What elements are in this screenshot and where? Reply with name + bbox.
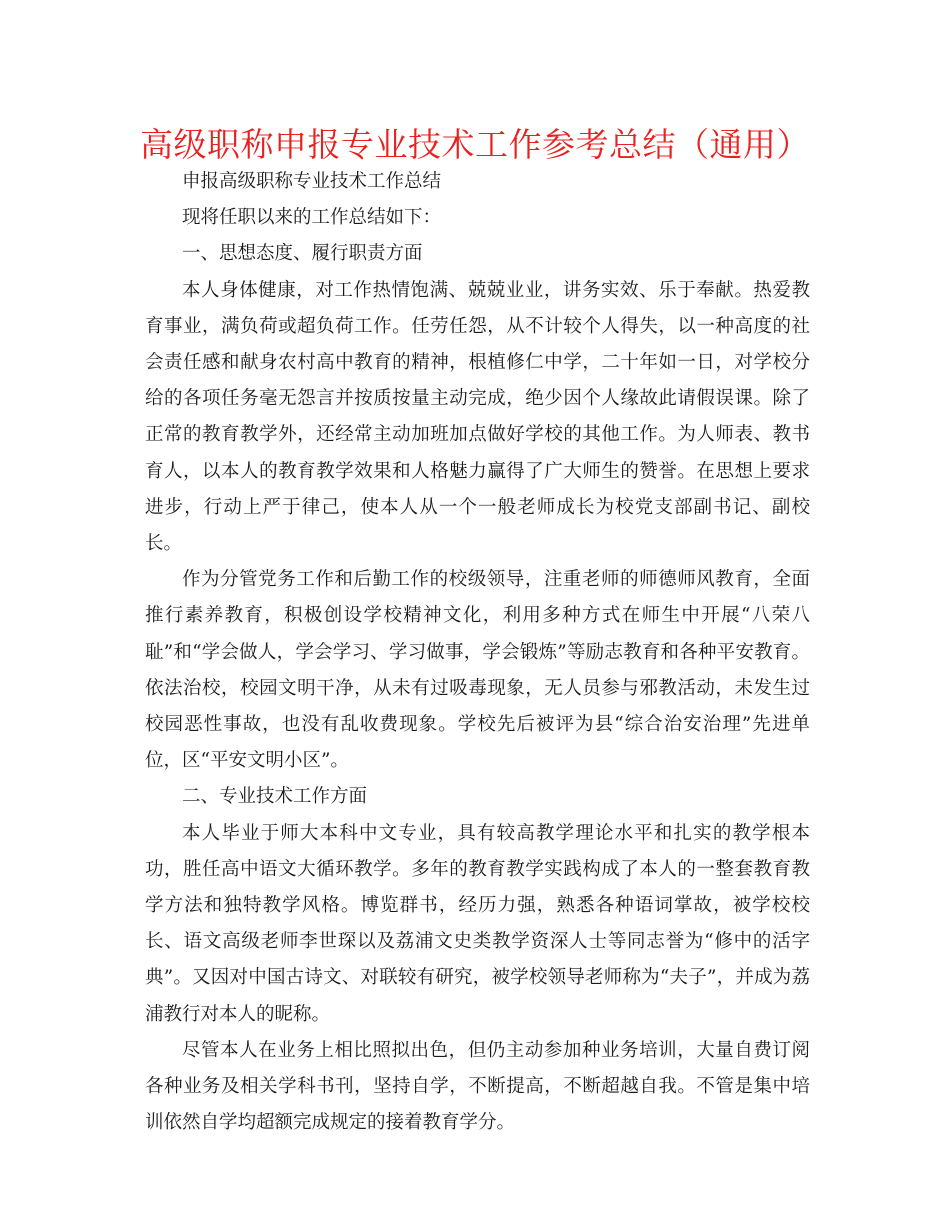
section-heading-1: 一、思想态度、履行职责方面: [182, 243, 423, 265]
body-paragraph: 尽管本人在业务上相比照拟出色，但仍主动参加种业务培训，大量自费订阅各种业务及相关学科书刊，坚持自学，不断提高，不断超越自我。不管是集中培训依然自学均超额完成规定的接着教育学分。: [145, 1039, 810, 1134]
intro-paragraph: 现将任职以来的工作总结如下：: [182, 207, 442, 229]
body-paragraph: 本人毕业于师大本科中文专业，具有较高教学理论水平和扎实的教学根本功，胜任高中语文大循环教学。多年的教育教学实践构成了本人的一整套教育教学方法和独特教学风格。博览群书，经历力强，熟悉各种语词掌故，被学校校长、语文高级老师李世琛以及荔浦文史类教学资深人士等同志誉为“修中的活字典”。又因对中国古诗文、对联较有研究，被学校领导老师称为“夫子”，并成为荔浦教行对本人的昵称。: [145, 822, 810, 1025]
section-heading-2: 二、专业技术工作方面: [182, 786, 368, 808]
subtitle-paragraph: 申报高级职称专业技术工作总结: [182, 171, 442, 192]
body-paragraph: 本人身体健康，对工作热情饱满、兢兢业业，讲务实效、乐于奉献。热爱教育事业，满负荷或超负荷工作。任劳任怨，从不计较个人得失，以一种高度的社会责任感和献身农村高中教育的精神，根植修仁中学，二十年如一日，对学校分给的各项任务毫无怨言并按质按量主动完成，绝少因个人缘故此请假误课。除了正常的教育教学外，还经常主动加班加点做好学校的其他工作。为人师表、教书育人，以本人的教育教学效果和人格魅力赢得了广大师生的赞誉。在思想上要求进步，行动上严于律己，使本人从一个一般老师成长为校党支部副书记、副校长。: [145, 279, 810, 555]
body-paragraph: 作为分管党务工作和后勤工作的校级领导，注重老师的师德师风教育，全面推行素养教育，积极创设学校精神文化，利用多种方式在师生中开展“八荣八耻”和“学会做人，学会学习、学习做事，学会锻炼”等励志教育和各种平安教育。依法治校，校园文明干净，从未有过吸毒现象，无人员参与邪教活动，未发生过校园恶性事故，也没有乱收费现象。学校先后被评为县“综合治安治理”先进单位，区“平安文明小区”。: [145, 569, 810, 772]
document-body: [145, 164, 810, 1141]
document-title: 高级职称申报专业技术工作参考总结（通用）: [140, 125, 810, 164]
